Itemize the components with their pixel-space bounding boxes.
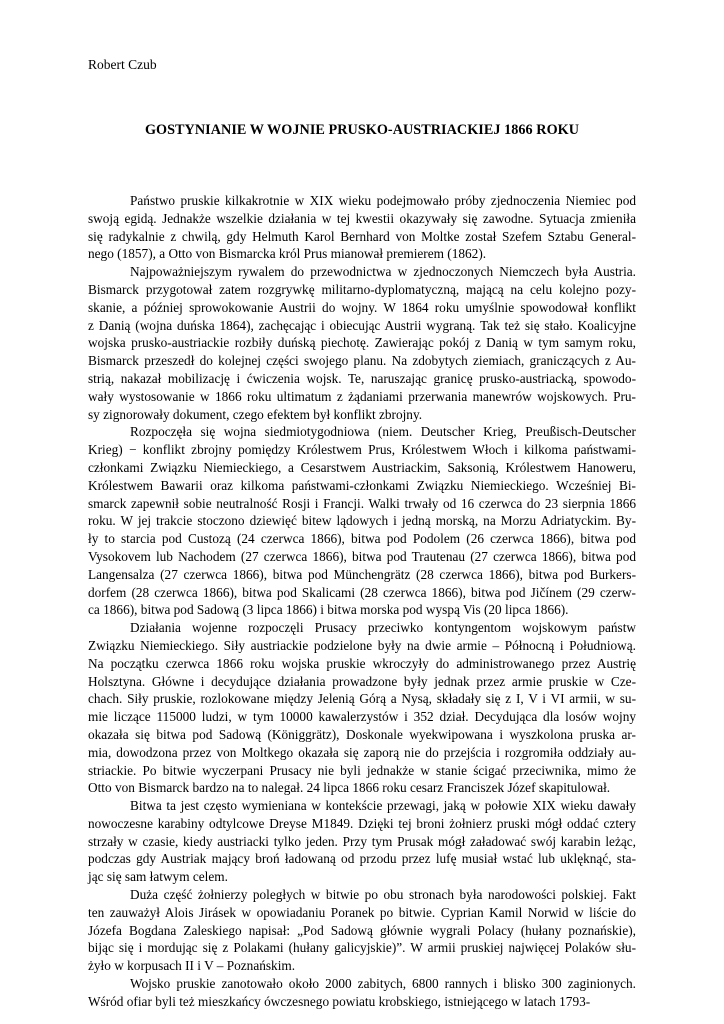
paragraph-line: wały wystosowanie w 1866 roku ultimatum z żądaniami przerwania manewrów wojskowych. Pru-: [88, 388, 636, 404]
paragraph-line: Związku Niemieckiego. Siły austriackie podzielone były na dwie armie – Północną i Południową.: [88, 637, 636, 653]
paragraph-line: okazała się bitwa pod Sadową (Königgrätz), Doskonale wyekwipowana i wyszkolona pruska ar-: [88, 726, 636, 742]
paragraph: [88, 263, 636, 423]
paragraph-line: strzały w czasie, kiedy austriacki tylko jeden. Przy tym Prusak mógł załadować swój karabin leżąc,: [88, 833, 636, 849]
paragraph-line: nego (1857), a Otto von Bismarcka król Prus mianował premierem (1862).: [88, 246, 487, 262]
paragraph-line: Na początku czerwca 1866 roku wojska pruskie wkroczyły do administrowanego przez Austrię: [88, 655, 636, 671]
paragraph-line: Działania wojenne rozpoczęli Prusacy przeciwko kontyngentom wojskowym państw: [130, 620, 636, 636]
paragraph: [88, 423, 636, 619]
paragraph: [88, 192, 636, 263]
paragraph-line: się radykalnie z chwilą, gdy Helmuth Karol Bernhard von Moltke został Szefem Sztabu General-: [88, 228, 636, 244]
paragraph-line: jąc się sam łatwym celem.: [88, 869, 228, 885]
paragraph-line: chach. Siły pruskie, rozlokowane między Jelenią Górą a Nysą, składały się z I, V i VI armii, w su-: [88, 691, 636, 707]
paragraph-line: roku. W jej trakcie stoczono dziewięć bitew lądowych i jedną morską, na Morzu Adriatyckim. By-: [88, 513, 636, 529]
paragraph-line: Rozpoczęła się wojna siedmiotygodniowa (niem. Deutscher Krieg, Preußisch-Deutscher: [130, 424, 636, 440]
paragraph: [88, 619, 636, 797]
paragraph-line: Królestwem Bawarii oraz kilkoma państwami-członkami Związku Niemieckiego. Wcześniej Bi-: [88, 477, 636, 493]
paragraph-line: żyło w korpusach II i V – Poznańskim.: [88, 958, 296, 974]
paragraph-line: Wśród ofiar byli też mieszkańcy ówczesnego powiatu krobskiego, istniejącego w latach 1793-: [88, 993, 591, 1009]
paragraph-line: mia, dowodzona przez von Moltkego okazała się zaporą nie do przejścia i rozgromiła oddziały au-: [88, 744, 636, 760]
paragraph-line: Józefa Bogdana Zaleskiego napisał: „Pod Sadową głównie wygrali Polacy (hułany poznańskie),: [88, 922, 636, 938]
paragraph-line: z Danią (wojna duńska 1864), zachęcając i obiecując Austrii wygraną. Tak też się stało. Koalicyjne: [88, 317, 636, 333]
paragraph-line: Bismarck przygotował zatem rozgrywkę militarno-dyplomatyczną, mającą na celu kolejno pozy-: [88, 281, 636, 297]
paragraph-line: dorfem (28 czerwca 1866), bitwa pod Skalicami (28 czerwca 1866), bitwa pod Jičínem (29 czerw-: [88, 584, 636, 600]
paragraph-line: członkami Związku Niemieckiego, a Cesarstwem Austriackim, Saksonią, Królestwem Hanoweru,: [88, 459, 636, 475]
article-title: GOSTYNIANIE W WOJNIE PRUSKO-AUSTRIACKIEJ 1866 ROKU: [144, 122, 580, 138]
paragraph: [88, 975, 636, 1011]
paragraph-line: Krieg) − konflikt zbrojny pomiędzy Królestwem Prus, Królestwem Włoch i kilkoma państwami-: [88, 442, 636, 458]
paragraph-line: Najpoważniejszym rywalem do przewodnictwa w zjednoczonych Niemczech była Austria.: [130, 264, 636, 280]
paragraph-line: bijąc się i mordując się z Polakami (hułany galicyjskie)”. W armii pruskiej najwięcej Polaków słu-: [88, 940, 636, 956]
author-name: Robert Czub: [88, 57, 157, 72]
article-body: [88, 192, 636, 1011]
paragraph-line: ły to starcia pod Custozą (24 czerwca 1866), bitwa pod Podolem (26 czerwca 1866), bitwa pod: [88, 531, 636, 547]
paragraph-line: Bismarck przeszedł do kolejnej części swojego planu. Na zdobytych ziemiach, graniczących z Au-: [88, 353, 636, 369]
paragraph-line: smarck zapewnił sobie neutralność Rosji i Francji. Walki trwały od 16 czerwca do 23 sierpnia 1866: [88, 495, 636, 511]
paragraph-line: Vysokovem lub Nachodem (27 czerwca 1866), bitwa pod Trautenau (27 czerwca 1866), bitwa pod: [88, 548, 636, 564]
paragraph-line: Holsztyna. Główne i decydujące działania prowadzone były jednak przez armie pruskie w Cze-: [88, 673, 636, 689]
paragraph-line: Duża część żołnierzy poległych w bitwie po obu stronach była narodowości polskiej. Fakt: [130, 887, 636, 903]
paragraph-line: swoją egidą. Jednakże wszelkie działania w tej kwestii okazywały się zawodne. Sytuacja zmieniła: [88, 210, 636, 226]
paragraph-line: ten zauważył Alois Jirásek w opowiadaniu Poranek po bitwie. Cyprian Kamil Norwid w liście do: [88, 904, 636, 920]
paragraph-line: Wojsko pruskie zanotowało około 2000 zabitych, 6800 rannych i blisko 300 zaginionych.: [130, 976, 636, 992]
paragraph-line: striackie. Po bitwie wyczerpani Prusacy nie byli jednakże w stanie ścigać przeciwnika, mimo że: [88, 762, 636, 778]
paragraph-line: ca 1866), bitwa pod Sadową (3 lipca 1866) i bitwa morska pod wyspą Vis (20 lipca 1866).: [88, 602, 569, 618]
paragraph: [88, 886, 636, 975]
paragraph-line: mie liczące 115000 ludzi, w tym 10000 kawalerzystów i 352 dział. Decydująca dla losów wojny: [88, 709, 636, 725]
paragraph-line: strią, nakazał mobilizację i ćwiczenia wojsk. Te, naruszając granicę prusko-austriacką, spowodo-: [88, 370, 636, 386]
paragraph-line: nowoczesne karabiny odtylcowe Dreyse M1849. Dzięki tej broni żołnierz pruski mógł oddać cztery: [88, 815, 636, 831]
paragraph-line: skanie, a później sprowokowanie Austrii do wojny. W 1864 roku umyślnie spowodował konflikt: [88, 299, 636, 315]
paragraph-line: Państwo pruskie kilkakrotnie w XIX wieku podejmowało próby zjednoczenia Niemiec pod: [130, 193, 636, 208]
paragraph-line: wojska prusko-austriackie rozbiły duńską piechotę. Zawierając pokój z Danią w tym samym roku,: [88, 335, 636, 351]
paragraph-line: Otto von Bismarck bardzo na to nalegał. 24 lipca 1866 roku cesarz Franciszek Józef skapitulował.: [88, 780, 611, 796]
paragraph: [88, 797, 636, 886]
paragraph-line: podczas gdy Austriak mający broń ładowaną od przodu przez lufę musiał wstać lub uklęknąć, sta-: [88, 851, 636, 867]
paragraph-line: Bitwa ta jest często wymieniana w kontekście przewagi, jaką w połowie XIX wieku dawały: [130, 798, 636, 814]
paragraph-line: sy zignorowały dokument, czego efektem był konflikt zbrojny.: [88, 406, 423, 422]
paragraph-line: Langensalza (27 czerwca 1866), bitwa pod Münchengrätz (28 czerwca 1866), bitwa pod Burkers-: [88, 566, 636, 582]
